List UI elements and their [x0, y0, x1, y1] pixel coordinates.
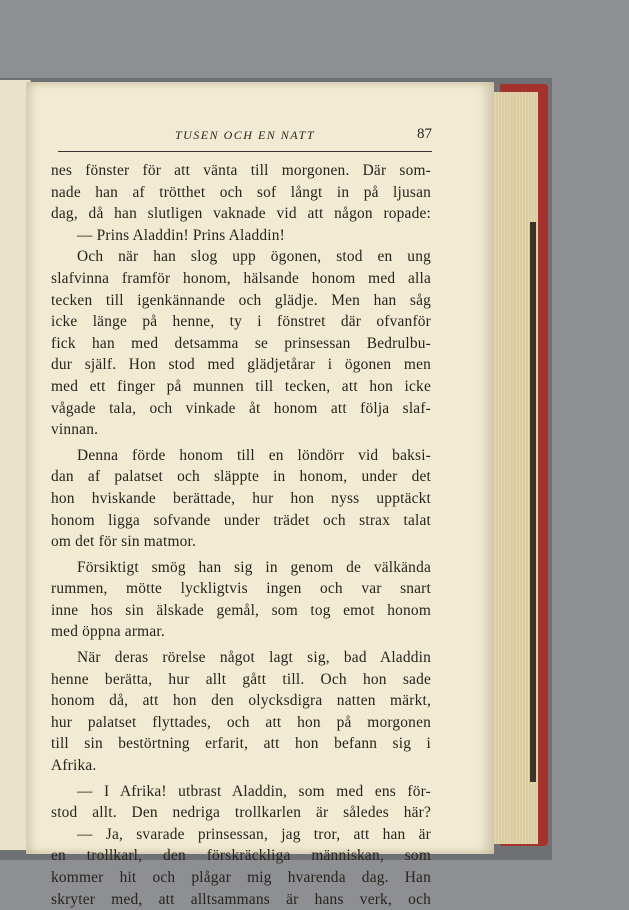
page-edges	[488, 92, 538, 844]
text-line: dag, då han slutligen vaknade vid att någon ropade:	[51, 205, 431, 223]
text-line: vågade tala, och vinkade åt honom att följa slaf-	[51, 399, 431, 417]
text-line: tecken till igenkännande och glädje. Men han såg	[51, 291, 431, 309]
text-line: vinnan.	[51, 421, 99, 439]
text-line: fick han med detsamma se prinsessan Bedrulbu-	[51, 334, 431, 352]
text-line: honom ligga sofvande under trädet och strax talat	[51, 511, 431, 529]
text-line: skryter med, att alltsammans är hans verk, och	[51, 890, 431, 908]
text-line: hur palatset flyttades, och att hon på morgonen	[51, 713, 431, 731]
text-line: rummen, mötte lyckligtvis ingen och var snart	[51, 580, 431, 598]
text-line: henne berätta, hur allt gått till. Och hon sade	[51, 670, 431, 688]
text-line: dur själf. Hon stod med glädjetårar i ögonen men	[51, 356, 431, 374]
text-line: — Prins Aladdin! Prins Aladdin!	[77, 226, 285, 244]
page-edge-shadow	[530, 222, 536, 782]
text-line: nade han af trötthet och sof långt in på ljusan	[51, 183, 431, 201]
text-line: — Ja, svarade prinsessan, jag tror, att han är	[77, 825, 431, 843]
text-line: stod allt. Den nedriga trollkarlen är således här?	[51, 804, 431, 822]
text-line: med öppna armar.	[51, 623, 165, 641]
text-line: nes fönster för att vänta till morgonen. Där som-	[51, 162, 431, 179]
body-text	[51, 160, 431, 910]
text-line: om det för sin matmor.	[51, 533, 197, 551]
text-line: till sin bestörtning erfarit, att hon befann sig i	[51, 735, 431, 753]
text-line: dan af palatset och släppte in honom, under det	[51, 468, 431, 486]
text-line: kommer hit och plågar mig hvarenda dag. Han	[51, 869, 431, 886]
text-line: icke länge på henne, ty i fönstret där ofvanför	[51, 313, 431, 331]
header-rule	[58, 151, 432, 152]
text-line: Försiktigt smög han sig in genom de välkända	[77, 558, 431, 576]
text-line: en trollkarl, den förskräckliga människan, som	[51, 847, 431, 865]
text-line: honom då, att hon den olycksdigra natten märkt,	[51, 692, 431, 710]
text-line: Och när han slog upp ögonen, stod en ung	[77, 248, 431, 266]
text-line: När deras rörelse något lagt sig, bad Aladdin	[77, 649, 431, 667]
text-line: inne hos sin älskade gemål, som tog emot honom	[51, 601, 431, 619]
text-line: — I Afrika! utbrast Aladdin, som med ens för-	[77, 782, 431, 800]
text-line: med ett finger på munnen till tecken, att hon icke	[51, 377, 431, 395]
text-line: Afrika.	[51, 757, 97, 775]
text-line: slafvinna framför honom, hälsande honom med alla	[51, 269, 431, 287]
text-line: Denna förde honom till en löndörr vid baksi-	[77, 446, 431, 464]
page-number: 87	[417, 126, 432, 142]
running-head	[58, 128, 432, 148]
text-line: hon hviskande berättade, hur hon nyss upptäckt	[51, 489, 431, 507]
running-title: TUSEN OCH EN NATT	[174, 128, 316, 142]
